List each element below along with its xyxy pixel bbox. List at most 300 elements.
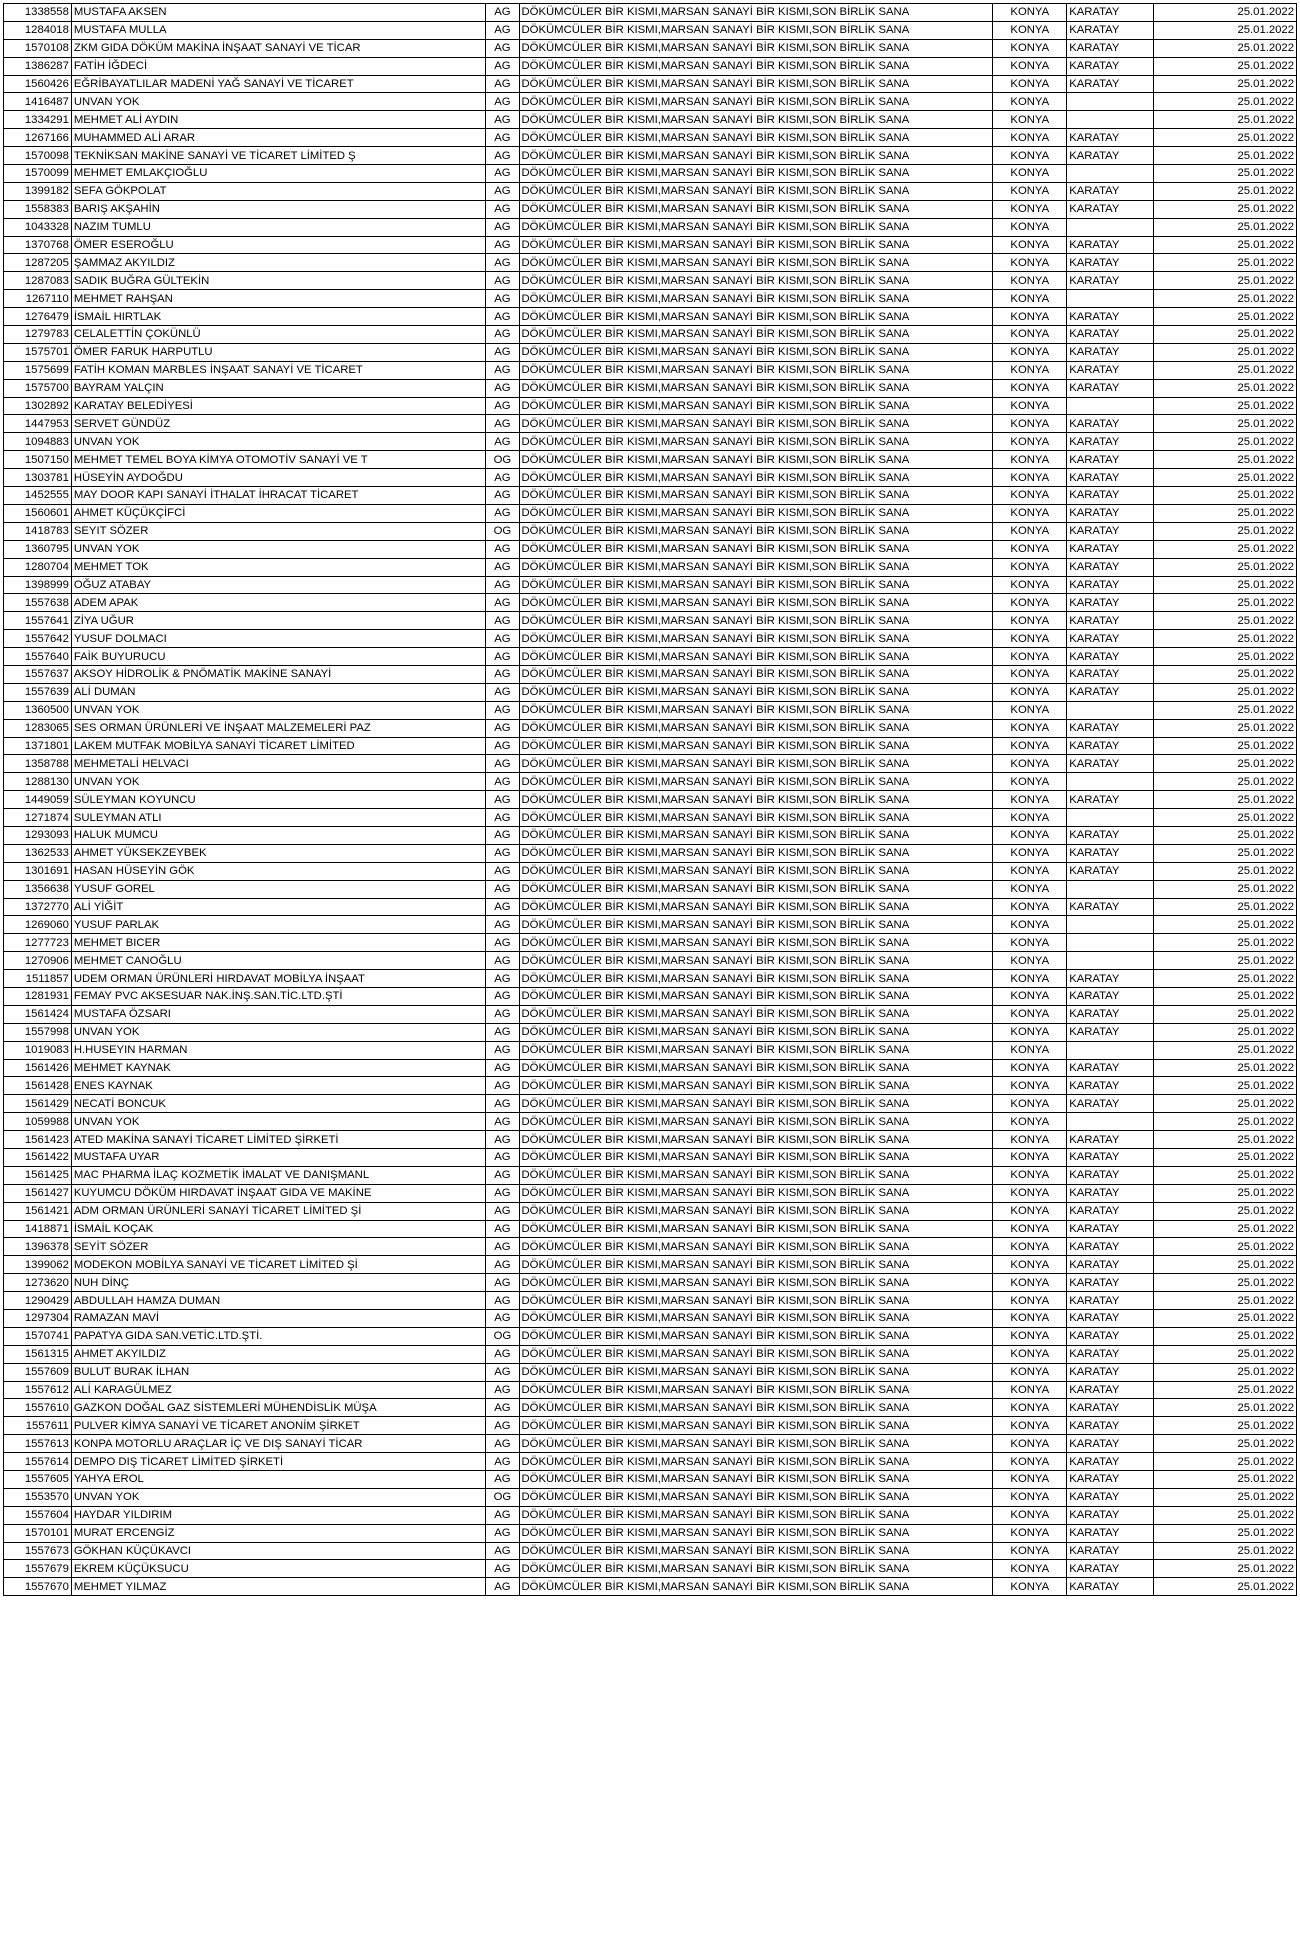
table-row[interactable] xyxy=(4,665,1297,683)
cell-district[interactable]: KARATAY xyxy=(1067,558,1154,576)
cell-subscriber-id[interactable]: 1281931 xyxy=(4,987,72,1005)
cell-subscriber-title[interactable]: H.HUSEYIN HARMAN xyxy=(71,1041,485,1059)
cell-subscriber-title[interactable]: FAİK BUYURUCU xyxy=(71,648,485,666)
cell-city[interactable]: KONYA xyxy=(993,254,1067,272)
cell-voltage-class[interactable]: AG xyxy=(486,1220,519,1238)
cell-district[interactable]: KARATAY xyxy=(1067,21,1154,39)
cell-date[interactable]: 25.01.2022 xyxy=(1154,129,1297,147)
table-row[interactable] xyxy=(4,1578,1297,1596)
cell-district[interactable]: KARATAY xyxy=(1067,308,1154,326)
cell-subscriber-id[interactable]: 1059988 xyxy=(4,1113,72,1131)
table-row[interactable] xyxy=(4,719,1297,737)
cell-date[interactable]: 25.01.2022 xyxy=(1154,558,1297,576)
cell-subscriber-id[interactable]: 1507150 xyxy=(4,451,72,469)
cell-voltage-class[interactable]: AG xyxy=(486,1041,519,1059)
cell-subscriber-id[interactable]: 1557612 xyxy=(4,1381,72,1399)
cell-subscriber-id[interactable]: 1561421 xyxy=(4,1202,72,1220)
cell-district[interactable]: KARATAY xyxy=(1067,415,1154,433)
cell-city[interactable]: KONYA xyxy=(993,791,1067,809)
cell-address-zones[interactable]: DÖKÜMCÜLER BİR KISMI,MARSAN SANAYİ BİR KISMI,SON BİRLİK SANA xyxy=(519,1488,993,1506)
cell-district[interactable]: KARATAY xyxy=(1067,129,1154,147)
cell-subscriber-id[interactable]: 1570101 xyxy=(4,1524,72,1542)
cell-subscriber-id[interactable]: 1356638 xyxy=(4,880,72,898)
cell-city[interactable]: KONYA xyxy=(993,844,1067,862)
cell-district[interactable]: KARATAY xyxy=(1067,1005,1154,1023)
table-row[interactable] xyxy=(4,1041,1297,1059)
cell-subscriber-title[interactable]: MEHMET CANOĞLU xyxy=(71,952,485,970)
cell-subscriber-id[interactable]: 1557609 xyxy=(4,1363,72,1381)
cell-district[interactable] xyxy=(1067,165,1154,183)
cell-address-zones[interactable]: DÖKÜMCÜLER BİR KISMI,MARSAN SANAYİ BİR KISMI,SON BİRLİK SANA xyxy=(519,218,993,236)
cell-address-zones[interactable]: DÖKÜMCÜLER BİR KISMI,MARSAN SANAYİ BİR KISMI,SON BİRLİK SANA xyxy=(519,576,993,594)
cell-subscriber-id[interactable]: 1560426 xyxy=(4,75,72,93)
cell-city[interactable]: KONYA xyxy=(993,57,1067,75)
cell-address-zones[interactable]: DÖKÜMCÜLER BİR KISMI,MARSAN SANAYİ BİR KISMI,SON BİRLİK SANA xyxy=(519,361,993,379)
cell-district[interactable]: KARATAY xyxy=(1067,57,1154,75)
cell-city[interactable]: KONYA xyxy=(993,719,1067,737)
table-row[interactable] xyxy=(4,612,1297,630)
cell-subscriber-title[interactable]: AKSOY HİDROLİK & PNÖMATİK MAKİNE SANAYİ xyxy=(71,665,485,683)
cell-address-zones[interactable]: DÖKÜMCÜLER BİR KISMI,MARSAN SANAYİ BİR KISMI,SON BİRLİK SANA xyxy=(519,773,993,791)
cell-city[interactable]: KONYA xyxy=(993,594,1067,612)
cell-city[interactable]: KONYA xyxy=(993,1149,1067,1167)
cell-voltage-class[interactable]: OG xyxy=(486,1488,519,1506)
table-row[interactable] xyxy=(4,1292,1297,1310)
table-row[interactable] xyxy=(4,826,1297,844)
cell-city[interactable]: KONYA xyxy=(993,487,1067,505)
cell-subscriber-id[interactable]: 1386287 xyxy=(4,57,72,75)
cell-date[interactable]: 25.01.2022 xyxy=(1154,111,1297,129)
cell-subscriber-title[interactable]: ŞAMMAZ AKYILDIZ xyxy=(71,254,485,272)
cell-voltage-class[interactable]: AG xyxy=(486,111,519,129)
cell-date[interactable]: 25.01.2022 xyxy=(1154,1256,1297,1274)
table-row[interactable] xyxy=(4,862,1297,880)
cell-district[interactable] xyxy=(1067,916,1154,934)
cell-address-zones[interactable]: DÖKÜMCÜLER BİR KISMI,MARSAN SANAYİ BİR KISMI,SON BİRLİK SANA xyxy=(519,1578,993,1596)
cell-district[interactable]: KARATAY xyxy=(1067,182,1154,200)
cell-district[interactable]: KARATAY xyxy=(1067,1345,1154,1363)
cell-city[interactable]: KONYA xyxy=(993,1435,1067,1453)
cell-subscriber-title[interactable]: YUSUF PARLAK xyxy=(71,916,485,934)
cell-subscriber-title[interactable]: SÜLEYMAN KOYUNCU xyxy=(71,791,485,809)
cell-date[interactable]: 25.01.2022 xyxy=(1154,4,1297,22)
cell-subscriber-title[interactable]: UNVAN YOK xyxy=(71,701,485,719)
table-row[interactable] xyxy=(4,379,1297,397)
cell-date[interactable]: 25.01.2022 xyxy=(1154,1524,1297,1542)
cell-subscriber-title[interactable]: SEYIT SÖZER xyxy=(71,522,485,540)
cell-subscriber-id[interactable]: 1279783 xyxy=(4,326,72,344)
cell-date[interactable]: 25.01.2022 xyxy=(1154,147,1297,165)
cell-subscriber-id[interactable]: 1570108 xyxy=(4,39,72,57)
cell-subscriber-id[interactable]: 1276479 xyxy=(4,308,72,326)
cell-subscriber-title[interactable]: İSMAİL KOÇAK xyxy=(71,1220,485,1238)
table-row[interactable] xyxy=(4,75,1297,93)
cell-district[interactable]: KARATAY xyxy=(1067,1292,1154,1310)
table-row[interactable] xyxy=(4,1345,1297,1363)
cell-subscriber-id[interactable]: 1575700 xyxy=(4,379,72,397)
cell-address-zones[interactable]: DÖKÜMCÜLER BİR KISMI,MARSAN SANAYİ BİR KISMI,SON BİRLİK SANA xyxy=(519,1202,993,1220)
cell-district[interactable] xyxy=(1067,880,1154,898)
cell-city[interactable]: KONYA xyxy=(993,1023,1067,1041)
cell-subscriber-title[interactable]: UNVAN YOK xyxy=(71,773,485,791)
cell-subscriber-id[interactable]: 1303781 xyxy=(4,469,72,487)
cell-date[interactable]: 25.01.2022 xyxy=(1154,504,1297,522)
cell-voltage-class[interactable]: AG xyxy=(486,719,519,737)
cell-subscriber-title[interactable]: AHMET YÜKSEKZEYBEK xyxy=(71,844,485,862)
cell-subscriber-title[interactable]: GÖKHAN KÜÇÜKAVCI xyxy=(71,1542,485,1560)
cell-subscriber-id[interactable]: 1284018 xyxy=(4,21,72,39)
cell-subscriber-title[interactable]: UNVAN YOK xyxy=(71,1113,485,1131)
cell-date[interactable]: 25.01.2022 xyxy=(1154,773,1297,791)
cell-city[interactable]: KONYA xyxy=(993,433,1067,451)
cell-city[interactable]: KONYA xyxy=(993,1113,1067,1131)
table-row[interactable] xyxy=(4,433,1297,451)
cell-district[interactable]: KARATAY xyxy=(1067,1399,1154,1417)
cell-subscriber-id[interactable]: 1418871 xyxy=(4,1220,72,1238)
cell-date[interactable]: 25.01.2022 xyxy=(1154,1184,1297,1202)
table-row[interactable] xyxy=(4,952,1297,970)
cell-address-zones[interactable]: DÖKÜMCÜLER BİR KISMI,MARSAN SANAYİ BİR KISMI,SON BİRLİK SANA xyxy=(519,934,993,952)
cell-district[interactable]: KARATAY xyxy=(1067,1560,1154,1578)
cell-district[interactable] xyxy=(1067,1041,1154,1059)
cell-district[interactable] xyxy=(1067,93,1154,111)
cell-voltage-class[interactable]: AG xyxy=(486,791,519,809)
cell-subscriber-title[interactable]: ALİ KARAGÜLMEZ xyxy=(71,1381,485,1399)
cell-city[interactable]: KONYA xyxy=(993,111,1067,129)
table-row[interactable] xyxy=(4,1113,1297,1131)
cell-subscriber-title[interactable]: İSMAİL HIRTLAK xyxy=(71,308,485,326)
cell-address-zones[interactable]: DÖKÜMCÜLER BİR KISMI,MARSAN SANAYİ BİR KISMI,SON BİRLİK SANA xyxy=(519,165,993,183)
cell-city[interactable]: KONYA xyxy=(993,665,1067,683)
cell-city[interactable]: KONYA xyxy=(993,1488,1067,1506)
cell-city[interactable]: KONYA xyxy=(993,1220,1067,1238)
cell-subscriber-title[interactable]: ZKM GIDA DÖKÜM MAKİNA İNŞAAT SANAYİ VE TİCAR xyxy=(71,39,485,57)
cell-date[interactable]: 25.01.2022 xyxy=(1154,469,1297,487)
table-row[interactable] xyxy=(4,898,1297,916)
cell-date[interactable]: 25.01.2022 xyxy=(1154,487,1297,505)
cell-subscriber-id[interactable]: 1396378 xyxy=(4,1238,72,1256)
cell-date[interactable]: 25.01.2022 xyxy=(1154,1399,1297,1417)
cell-subscriber-title[interactable]: ALİ YİĞİT xyxy=(71,898,485,916)
table-row[interactable] xyxy=(4,648,1297,666)
cell-date[interactable]: 25.01.2022 xyxy=(1154,898,1297,916)
cell-subscriber-title[interactable]: ZİYA UĞUR xyxy=(71,612,485,630)
cell-subscriber-id[interactable]: 1570741 xyxy=(4,1327,72,1345)
cell-subscriber-id[interactable]: 1398999 xyxy=(4,576,72,594)
cell-address-zones[interactable]: DÖKÜMCÜLER BİR KISMI,MARSAN SANAYİ BİR KISMI,SON BİRLİK SANA xyxy=(519,1238,993,1256)
cell-district[interactable]: KARATAY xyxy=(1067,1077,1154,1095)
cell-voltage-class[interactable]: AG xyxy=(486,1095,519,1113)
cell-district[interactable]: KARATAY xyxy=(1067,1381,1154,1399)
cell-city[interactable]: KONYA xyxy=(993,862,1067,880)
cell-subscriber-id[interactable]: 1557641 xyxy=(4,612,72,630)
cell-subscriber-id[interactable]: 1561422 xyxy=(4,1149,72,1167)
cell-district[interactable]: KARATAY xyxy=(1067,1256,1154,1274)
cell-subscriber-title[interactable]: HALUK MUMCU xyxy=(71,826,485,844)
cell-subscriber-id[interactable]: 1553570 xyxy=(4,1488,72,1506)
table-row[interactable] xyxy=(4,451,1297,469)
cell-city[interactable]: KONYA xyxy=(993,1542,1067,1560)
cell-voltage-class[interactable]: AG xyxy=(486,1560,519,1578)
cell-district[interactable]: KARATAY xyxy=(1067,594,1154,612)
cell-subscriber-title[interactable]: MEHMET BICER xyxy=(71,934,485,952)
cell-city[interactable]: KONYA xyxy=(993,504,1067,522)
cell-district[interactable]: KARATAY xyxy=(1067,1453,1154,1471)
cell-voltage-class[interactable]: AG xyxy=(486,272,519,290)
cell-subscriber-id[interactable]: 1557604 xyxy=(4,1506,72,1524)
cell-city[interactable]: KONYA xyxy=(993,1005,1067,1023)
cell-voltage-class[interactable]: AG xyxy=(486,1256,519,1274)
cell-subscriber-id[interactable]: 1271874 xyxy=(4,809,72,827)
cell-city[interactable]: KONYA xyxy=(993,612,1067,630)
cell-subscriber-title[interactable]: YUSUF GOREL xyxy=(71,880,485,898)
cell-address-zones[interactable]: DÖKÜMCÜLER BİR KISMI,MARSAN SANAYİ BİR KISMI,SON BİRLİK SANA xyxy=(519,379,993,397)
cell-subscriber-title[interactable]: YUSUF DOLMACI xyxy=(71,630,485,648)
cell-address-zones[interactable]: DÖKÜMCÜLER BİR KISMI,MARSAN SANAYİ BİR KISMI,SON BİRLİK SANA xyxy=(519,1005,993,1023)
cell-address-zones[interactable]: DÖKÜMCÜLER BİR KISMI,MARSAN SANAYİ BİR KISMI,SON BİRLİK SANA xyxy=(519,1149,993,1167)
cell-city[interactable]: KONYA xyxy=(993,934,1067,952)
table-row[interactable] xyxy=(4,129,1297,147)
cell-date[interactable]: 25.01.2022 xyxy=(1154,809,1297,827)
cell-voltage-class[interactable]: AG xyxy=(486,1238,519,1256)
table-row[interactable] xyxy=(4,57,1297,75)
cell-date[interactable]: 25.01.2022 xyxy=(1154,254,1297,272)
cell-district[interactable] xyxy=(1067,773,1154,791)
cell-address-zones[interactable]: DÖKÜMCÜLER BİR KISMI,MARSAN SANAYİ BİR KISMI,SON BİRLİK SANA xyxy=(519,970,993,988)
cell-subscriber-id[interactable]: 1557670 xyxy=(4,1578,72,1596)
cell-date[interactable]: 25.01.2022 xyxy=(1154,165,1297,183)
cell-subscriber-id[interactable]: 1334291 xyxy=(4,111,72,129)
cell-district[interactable] xyxy=(1067,290,1154,308)
cell-city[interactable]: KONYA xyxy=(993,916,1067,934)
cell-voltage-class[interactable]: AG xyxy=(486,1292,519,1310)
cell-subscriber-id[interactable]: 1273620 xyxy=(4,1274,72,1292)
cell-subscriber-title[interactable]: KARATAY BELEDİYESİ xyxy=(71,397,485,415)
cell-district[interactable]: KARATAY xyxy=(1067,522,1154,540)
table-row[interactable] xyxy=(4,1166,1297,1184)
cell-date[interactable]: 25.01.2022 xyxy=(1154,630,1297,648)
cell-date[interactable]: 25.01.2022 xyxy=(1154,236,1297,254)
cell-city[interactable]: KONYA xyxy=(993,182,1067,200)
cell-city[interactable]: KONYA xyxy=(993,75,1067,93)
cell-subscriber-id[interactable]: 1043328 xyxy=(4,218,72,236)
cell-subscriber-title[interactable]: MEHMET YILMAZ xyxy=(71,1578,485,1596)
cell-subscriber-title[interactable]: NECATİ BONCUK xyxy=(71,1095,485,1113)
cell-address-zones[interactable]: DÖKÜMCÜLER BİR KISMI,MARSAN SANAYİ BİR KISMI,SON BİRLİK SANA xyxy=(519,648,993,666)
cell-subscriber-id[interactable]: 1561428 xyxy=(4,1077,72,1095)
cell-voltage-class[interactable]: AG xyxy=(486,1113,519,1131)
cell-address-zones[interactable]: DÖKÜMCÜLER BİR KISMI,MARSAN SANAYİ BİR KISMI,SON BİRLİK SANA xyxy=(519,182,993,200)
cell-voltage-class[interactable]: AG xyxy=(486,862,519,880)
cell-district[interactable]: KARATAY xyxy=(1067,683,1154,701)
cell-address-zones[interactable]: DÖKÜMCÜLER BİR KISMI,MARSAN SANAYİ BİR KISMI,SON BİRLİK SANA xyxy=(519,200,993,218)
cell-date[interactable]: 25.01.2022 xyxy=(1154,39,1297,57)
cell-subscriber-id[interactable]: 1557642 xyxy=(4,630,72,648)
cell-voltage-class[interactable]: AG xyxy=(486,773,519,791)
cell-subscriber-id[interactable]: 1362533 xyxy=(4,844,72,862)
cell-date[interactable]: 25.01.2022 xyxy=(1154,1345,1297,1363)
cell-address-zones[interactable]: DÖKÜMCÜLER BİR KISMI,MARSAN SANAYİ BİR KISMI,SON BİRLİK SANA xyxy=(519,1131,993,1149)
cell-subscriber-title[interactable]: MEHMET KAYNAK xyxy=(71,1059,485,1077)
cell-district[interactable]: KARATAY xyxy=(1067,737,1154,755)
cell-subscriber-title[interactable]: MUSTAFA MULLA xyxy=(71,21,485,39)
table-row[interactable] xyxy=(4,200,1297,218)
cell-date[interactable]: 25.01.2022 xyxy=(1154,21,1297,39)
cell-district[interactable] xyxy=(1067,397,1154,415)
cell-date[interactable]: 25.01.2022 xyxy=(1154,1220,1297,1238)
cell-voltage-class[interactable]: AG xyxy=(486,57,519,75)
cell-subscriber-id[interactable]: 1575701 xyxy=(4,343,72,361)
cell-subscriber-id[interactable]: 1370768 xyxy=(4,236,72,254)
cell-address-zones[interactable]: DÖKÜMCÜLER BİR KISMI,MARSAN SANAYİ BİR KISMI,SON BİRLİK SANA xyxy=(519,683,993,701)
cell-subscriber-title[interactable]: PULVER KİMYA SANAYİ VE TİCARET ANONİM ŞİRKET xyxy=(71,1417,485,1435)
table-row[interactable] xyxy=(4,1417,1297,1435)
cell-address-zones[interactable]: DÖKÜMCÜLER BİR KISMI,MARSAN SANAYİ BİR KISMI,SON BİRLİK SANA xyxy=(519,1363,993,1381)
cell-voltage-class[interactable]: AG xyxy=(486,934,519,952)
cell-district[interactable]: KARATAY xyxy=(1067,1184,1154,1202)
cell-subscriber-title[interactable]: MEHMET RAHŞAN xyxy=(71,290,485,308)
cell-district[interactable]: KARATAY xyxy=(1067,1220,1154,1238)
cell-date[interactable]: 25.01.2022 xyxy=(1154,1363,1297,1381)
cell-subscriber-title[interactable]: BULUT BURAK İLHAN xyxy=(71,1363,485,1381)
cell-district[interactable]: KARATAY xyxy=(1067,451,1154,469)
cell-date[interactable]: 25.01.2022 xyxy=(1154,737,1297,755)
table-row[interactable] xyxy=(4,1131,1297,1149)
cell-district[interactable]: KARATAY xyxy=(1067,75,1154,93)
cell-date[interactable]: 25.01.2022 xyxy=(1154,791,1297,809)
cell-address-zones[interactable]: DÖKÜMCÜLER BİR KISMI,MARSAN SANAYİ BİR KISMI,SON BİRLİK SANA xyxy=(519,1381,993,1399)
cell-subscriber-title[interactable]: PAPATYA GIDA SAN.VETİC.LTD.ŞTİ. xyxy=(71,1327,485,1345)
cell-district[interactable]: KARATAY xyxy=(1067,1363,1154,1381)
cell-address-zones[interactable]: DÖKÜMCÜLER BİR KISMI,MARSAN SANAYİ BİR KISMI,SON BİRLİK SANA xyxy=(519,1041,993,1059)
cell-date[interactable]: 25.01.2022 xyxy=(1154,1435,1297,1453)
cell-subscriber-title[interactable]: HAYDAR YILDIRIM xyxy=(71,1506,485,1524)
cell-voltage-class[interactable]: AG xyxy=(486,254,519,272)
cell-address-zones[interactable]: DÖKÜMCÜLER BİR KISMI,MARSAN SANAYİ BİR KISMI,SON BİRLİK SANA xyxy=(519,540,993,558)
cell-subscriber-id[interactable]: 1360795 xyxy=(4,540,72,558)
cell-address-zones[interactable]: DÖKÜMCÜLER BİR KISMI,MARSAN SANAYİ BİR KISMI,SON BİRLİK SANA xyxy=(519,1327,993,1345)
cell-subscriber-id[interactable]: 1575699 xyxy=(4,361,72,379)
cell-voltage-class[interactable]: AG xyxy=(486,1453,519,1471)
cell-date[interactable]: 25.01.2022 xyxy=(1154,648,1297,666)
cell-voltage-class[interactable]: AG xyxy=(486,665,519,683)
cell-voltage-class[interactable]: AG xyxy=(486,970,519,988)
table-row[interactable] xyxy=(4,39,1297,57)
cell-city[interactable]: KONYA xyxy=(993,630,1067,648)
cell-city[interactable]: KONYA xyxy=(993,1417,1067,1435)
cell-city[interactable]: KONYA xyxy=(993,1041,1067,1059)
table-row[interactable] xyxy=(4,272,1297,290)
cell-district[interactable]: KARATAY xyxy=(1067,4,1154,22)
cell-date[interactable]: 25.01.2022 xyxy=(1154,1417,1297,1435)
table-row[interactable] xyxy=(4,21,1297,39)
cell-district[interactable]: KARATAY xyxy=(1067,1023,1154,1041)
table-row[interactable] xyxy=(4,1363,1297,1381)
cell-address-zones[interactable]: DÖKÜMCÜLER BİR KISMI,MARSAN SANAYİ BİR KISMI,SON BİRLİK SANA xyxy=(519,1184,993,1202)
cell-district[interactable]: KARATAY xyxy=(1067,1059,1154,1077)
cell-subscriber-title[interactable]: HASAN HÜSEYİN GÖK xyxy=(71,862,485,880)
cell-address-zones[interactable]: DÖKÜMCÜLER BİR KISMI,MARSAN SANAYİ BİR KISMI,SON BİRLİK SANA xyxy=(519,93,993,111)
table-row[interactable] xyxy=(4,469,1297,487)
cell-district[interactable]: KARATAY xyxy=(1067,719,1154,737)
cell-subscriber-id[interactable]: 1561315 xyxy=(4,1345,72,1363)
cell-address-zones[interactable]: DÖKÜMCÜLER BİR KISMI,MARSAN SANAYİ BİR KISMI,SON BİRLİK SANA xyxy=(519,1256,993,1274)
cell-address-zones[interactable]: DÖKÜMCÜLER BİR KISMI,MARSAN SANAYİ BİR KISMI,SON BİRLİK SANA xyxy=(519,1345,993,1363)
cell-subscriber-id[interactable]: 1447953 xyxy=(4,415,72,433)
cell-city[interactable]: KONYA xyxy=(993,737,1067,755)
cell-date[interactable]: 25.01.2022 xyxy=(1154,916,1297,934)
cell-address-zones[interactable]: DÖKÜMCÜLER BİR KISMI,MARSAN SANAYİ BİR KISMI,SON BİRLİK SANA xyxy=(519,665,993,683)
table-row[interactable] xyxy=(4,308,1297,326)
cell-address-zones[interactable]: DÖKÜMCÜLER BİR KISMI,MARSAN SANAYİ BİR KISMI,SON BİRLİK SANA xyxy=(519,987,993,1005)
table-row[interactable] xyxy=(4,1220,1297,1238)
cell-city[interactable]: KONYA xyxy=(993,93,1067,111)
table-row[interactable] xyxy=(4,970,1297,988)
cell-address-zones[interactable]: DÖKÜMCÜLER BİR KISMI,MARSAN SANAYİ BİR KISMI,SON BİRLİK SANA xyxy=(519,1453,993,1471)
table-row[interactable] xyxy=(4,1471,1297,1489)
cell-district[interactable]: KARATAY xyxy=(1067,1274,1154,1292)
cell-district[interactable]: KARATAY xyxy=(1067,540,1154,558)
cell-voltage-class[interactable]: AG xyxy=(486,594,519,612)
cell-address-zones[interactable]: DÖKÜMCÜLER BİR KISMI,MARSAN SANAYİ BİR KISMI,SON BİRLİK SANA xyxy=(519,826,993,844)
cell-district[interactable]: KARATAY xyxy=(1067,791,1154,809)
cell-subscriber-title[interactable]: SEFA GÖKPOLAT xyxy=(71,182,485,200)
cell-date[interactable]: 25.01.2022 xyxy=(1154,1274,1297,1292)
cell-date[interactable]: 25.01.2022 xyxy=(1154,451,1297,469)
cell-address-zones[interactable]: DÖKÜMCÜLER BİR KISMI,MARSAN SANAYİ BİR KISMI,SON BİRLİK SANA xyxy=(519,1471,993,1489)
table-row[interactable] xyxy=(4,737,1297,755)
cell-date[interactable]: 25.01.2022 xyxy=(1154,343,1297,361)
cell-subscriber-id[interactable]: 1301691 xyxy=(4,862,72,880)
cell-date[interactable]: 25.01.2022 xyxy=(1154,1005,1297,1023)
cell-subscriber-id[interactable]: 1302892 xyxy=(4,397,72,415)
cell-date[interactable]: 25.01.2022 xyxy=(1154,1310,1297,1328)
table-row[interactable] xyxy=(4,254,1297,272)
cell-subscriber-title[interactable]: LAKEM MUTFAK MOBİLYA SANAYİ TİCARET LİMİTED xyxy=(71,737,485,755)
cell-address-zones[interactable]: DÖKÜMCÜLER BİR KISMI,MARSAN SANAYİ BİR KISMI,SON BİRLİK SANA xyxy=(519,1506,993,1524)
cell-district[interactable]: KARATAY xyxy=(1067,1524,1154,1542)
cell-address-zones[interactable]: DÖKÜMCÜLER BİR KISMI,MARSAN SANAYİ BİR KISMI,SON BİRLİK SANA xyxy=(519,1417,993,1435)
table-row[interactable] xyxy=(4,576,1297,594)
cell-address-zones[interactable]: DÖKÜMCÜLER BİR KISMI,MARSAN SANAYİ BİR KISMI,SON BİRLİK SANA xyxy=(519,1274,993,1292)
cell-voltage-class[interactable]: AG xyxy=(486,1202,519,1220)
table-row[interactable] xyxy=(4,1077,1297,1095)
cell-subscriber-title[interactable]: ENES KAYNAK xyxy=(71,1077,485,1095)
cell-address-zones[interactable]: DÖKÜMCÜLER BİR KISMI,MARSAN SANAYİ BİR KISMI,SON BİRLİK SANA xyxy=(519,522,993,540)
cell-city[interactable]: KONYA xyxy=(993,272,1067,290)
cell-district[interactable]: KARATAY xyxy=(1067,665,1154,683)
cell-subscriber-title[interactable]: UNVAN YOK xyxy=(71,433,485,451)
cell-subscriber-id[interactable]: 1561426 xyxy=(4,1059,72,1077)
table-row[interactable] xyxy=(4,165,1297,183)
cell-date[interactable]: 25.01.2022 xyxy=(1154,1471,1297,1489)
cell-subscriber-title[interactable]: MEHMETALİ HELVACI xyxy=(71,755,485,773)
cell-date[interactable]: 25.01.2022 xyxy=(1154,1041,1297,1059)
cell-voltage-class[interactable]: AG xyxy=(486,147,519,165)
cell-subscriber-id[interactable]: 1287083 xyxy=(4,272,72,290)
cell-voltage-class[interactable]: AG xyxy=(486,1274,519,1292)
cell-subscriber-id[interactable]: 1511857 xyxy=(4,970,72,988)
table-row[interactable] xyxy=(4,880,1297,898)
cell-city[interactable]: KONYA xyxy=(993,1560,1067,1578)
cell-voltage-class[interactable]: AG xyxy=(486,1149,519,1167)
cell-subscriber-id[interactable]: 1371801 xyxy=(4,737,72,755)
cell-subscriber-title[interactable]: SES ORMAN ÜRÜNLERİ VE İNŞAAT MALZEMELERİ PAZ xyxy=(71,719,485,737)
cell-city[interactable]: KONYA xyxy=(993,21,1067,39)
cell-city[interactable]: KONYA xyxy=(993,451,1067,469)
cell-subscriber-id[interactable]: 1416487 xyxy=(4,93,72,111)
table-row[interactable] xyxy=(4,1256,1297,1274)
